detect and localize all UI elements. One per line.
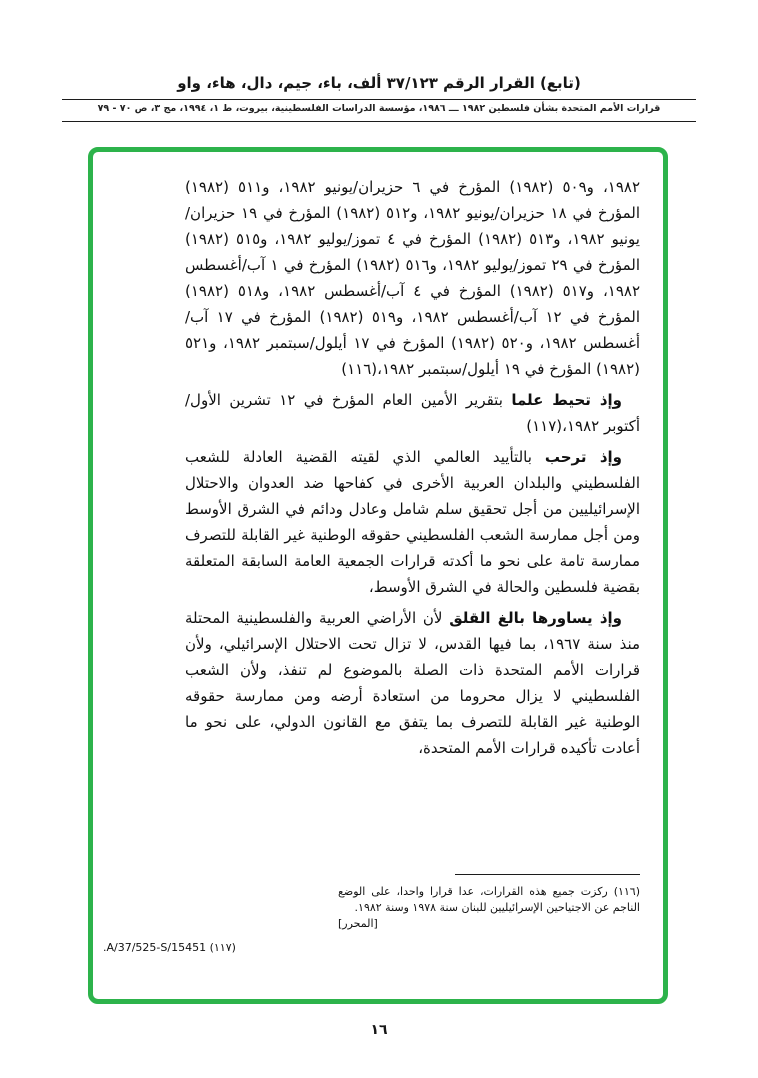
paragraph-text: ١٩٨٢، و٥٠٩ (١٩٨٢) المؤرخ في ٦ حزيران/يونيو ١٩٨٢، و٥١١ (١٩٨٢) المؤرخ في ١٨ حزيران/يونيو ١٩٨٢، و٥١٢ (١٩٨٢) المؤرخ في ١٩ حزيران/يونيو ١٩٨٢، و٥١٣ (١٩٨٢) المؤرخ في ٤ تموز/يوليو ١٩٨٢، و٥١٥ (١٩٨٢) المؤرخ في ٢٩ تموز/يوليو ١٩٨٢، و٥١٦ (١٩٨٢) المؤرخ في ١ آب/أغسطس ١٩٨٢، و٥١٧ (١٩٨٢) المؤرخ في ٤ آب/أغسطس ١٩٨٢، و٥١٨ (١٩٨٢) المؤرخ في ١٢ آب/أغسطس ١٩٨٢، و٥١٩ (١٩٨٢) المؤرخ في ١٧ آب/أغسطس ١٩٨٢، و٥٢٠ (١٩٨٢) المؤرخ في ١٧ أيلول/سبتمبر ١٩٨٢، و٥٢١ (١٩٨٢) المؤرخ في ١٩ أيلول/سبتمبر ١٩٨٢،(١١٦) [185,178,641,378]
paragraph-lead: وإذ ترحب [544,448,622,466]
page-number: ١٦ [370,1022,388,1038]
footnote-editor-note: [المحرر] [338,917,378,930]
footnote-text: ركزت جميع هذه القرارات، عدا قرارا واحدا، على الوضع الناجم عن الاجتياحين الإسرائيليين للبنان سنة ١٩٧٨ وسنة ١٩٨٢. [338,885,640,914]
header-rule-bottom [62,121,696,122]
paragraph-text: بتقرير الأمين العام المؤرخ في ١٢ تشرين الأول/ أكتوبر ١٩٨٢،(١١٧) [185,391,640,435]
footnote-citation: A/37/525-S/15451. [103,941,207,954]
footnote-marker: (١١٧) [209,941,236,954]
paragraph-taking-note [185,387,640,439]
green-border-box [88,147,668,1004]
header-rule-top [62,99,696,100]
paragraph-resolutions-list [185,174,640,382]
footnotes-section [101,874,640,956]
footnote-separator-rule [455,874,640,875]
paragraph-welcoming [185,444,640,600]
paragraph-lead: وإذ يساورها بالغ القلق [449,609,622,627]
paragraph-text: لأن الأراضي العربية والفلسطينية المحتلة منذ سنة ١٩٦٧، بما فيها القدس، لا تزال تحت الاحتلال الإسرائيلي، ولأن قرارات الأمم المتحدة ذات الصلة بالموضوع لم تنفذ، ولأن الشعب الفلسطيني لا يزال محروما من استعادة أرضه ومن ممارسة حقوقه الوطنية غير القابلة للتصرف بما يتفق مع القانون الدولي، على نحو ما أعادت تأكيده قرارات الأمم المتحدة، [185,609,640,757]
footnote-marker: (١١٦) [613,885,641,898]
doc-title: (تابع) القرار الرقم ٣٧/١٢٣ ألف، باء، جيم، دال، هاء، واو [177,74,581,92]
paragraph-deeply-concerned [185,605,640,761]
footnote-116 [338,884,640,932]
paragraph-lead: وإذ تحيط علما [511,391,622,409]
doc-source-line: قرارات الأمم المتحدة بشأن فلسطين ١٩٨٢ ـــ ١٩٨٦، مؤسسة الدراسات الفلسطينية، بيروت، ط ١، ١٩٩٤، مج ٣، ص ٧٠ - ٧٩ [97,103,661,114]
body-text-column [185,174,640,766]
paragraph-text: بالتأييد العالمي الذي لقيته القضية العادلة للشعب الفلسطيني والبلدان العربية الأخرى في كفاحها ضد العدوان والاحتلال الإسرائيليين من أجل تحقيق سلم شامل وعادل ودائم في الشرق الأوسط ومن أجل ممارسة الشعب الفلسطيني حقوقه الوطنية غير القابلة للتصرف ممارسة تامة على نحو ما أكدته قرارات الجمعية العامة السابقة المتعلقة بقضية فلسطين والحالة في الشرق الأوسط، [185,448,640,596]
footnote-117 [101,940,640,956]
